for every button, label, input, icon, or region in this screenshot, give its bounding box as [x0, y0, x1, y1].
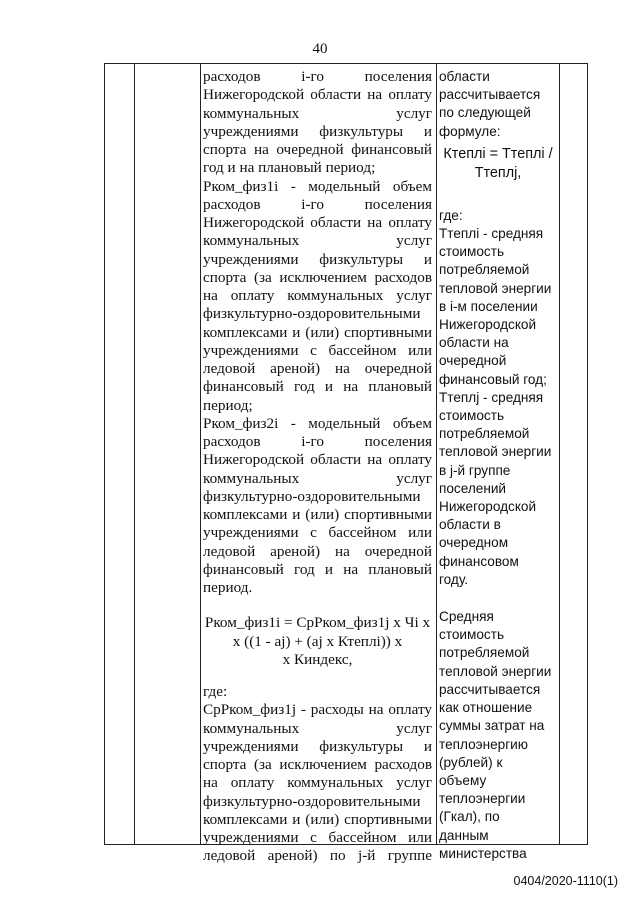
- text-line: коммунальных услуг: [203, 469, 432, 487]
- column-divider: [436, 64, 437, 844]
- text-line: на оплату коммунальных услуг: [203, 774, 432, 792]
- column-divider: [200, 64, 201, 844]
- text-line: потребляемой: [439, 645, 530, 661]
- text-line: ледовой ареной) по j-й группе: [203, 847, 432, 865]
- text-line: области в: [439, 517, 501, 533]
- text-line: стоимость: [439, 244, 505, 260]
- text-line: как отношение: [439, 700, 533, 716]
- text-line: расходов i-го поселения: [203, 68, 432, 85]
- text-line: стоимость: [439, 627, 505, 643]
- text-line: тепловой энергии: [439, 663, 552, 679]
- text-line: теплоэнергии: [439, 791, 526, 807]
- text-line: поселений: [439, 480, 507, 496]
- text-line: комплексами и (или) спортивными: [203, 323, 432, 341]
- text-line: потребляемой: [439, 262, 530, 278]
- text-line: (Гкал), по: [439, 809, 500, 825]
- text-line: финансовый год;: [439, 371, 547, 387]
- text-line: коммунальных услуг: [203, 104, 432, 122]
- text-line: Рком_физ1i = СрРком_физ1j x Чi x: [204, 614, 431, 632]
- document-code: 0404/2020-1110(1): [513, 874, 618, 888]
- text-line: комплексами и (или) спортивными: [203, 810, 432, 828]
- text-line: суммы затрат на: [439, 718, 545, 734]
- table-cell-calculation-notes: [439, 68, 557, 861]
- text-line: Рком_физ2i - модельный объем: [203, 414, 432, 432]
- text-line: области на: [439, 335, 509, 351]
- text-line: учреждениями с бассейном или: [203, 341, 432, 359]
- text-line: x Киндекс,: [282, 650, 353, 668]
- text-line: году.: [439, 571, 469, 587]
- text-line: формуле:: [439, 123, 501, 139]
- text-line: спорта (за исключением расходов: [203, 268, 432, 286]
- column-divider: [134, 64, 135, 844]
- text-line: Нижегородской области на оплату: [203, 214, 432, 231]
- text-line: финансовый год и на плановый: [203, 378, 432, 396]
- text-line: x ((1 - aj) + (aj x Ктеплi)) x: [232, 632, 403, 650]
- text-line: данным: [439, 827, 489, 843]
- text-line: стоимость: [439, 408, 505, 424]
- text-line: финансовом: [439, 553, 519, 569]
- text-line: тепловой энергии: [439, 280, 552, 296]
- text-line: коммунальных услуг: [203, 719, 432, 737]
- text-line: ледовой ареной) на очередной: [203, 542, 432, 560]
- text-line: комплексами и (или) спортивными: [203, 506, 432, 523]
- text-line: финансовый год и на плановый: [203, 560, 432, 578]
- text-line: ледовой ареной) на очередной: [203, 360, 432, 377]
- text-line: теплоэнергию: [439, 736, 528, 752]
- text-line: по следующей: [439, 105, 531, 121]
- text-line: учреждениями физкультуры и: [203, 737, 432, 755]
- text-line: расходов i-го поселения: [203, 195, 432, 213]
- text-line: физкультурно-оздоровительными: [203, 305, 421, 323]
- formula-line: Ктеплi = Ттеплi / Ттеплj,: [443, 145, 553, 181]
- text-line: Нижегородской области на оплату: [203, 86, 432, 104]
- text-line: Рком_физ1i - модельный объем: [203, 177, 432, 195]
- text-line: на оплату коммунальных услуг: [203, 287, 432, 304]
- text-line: Нижегородской: [439, 317, 537, 333]
- text-line: в i-м поселении: [439, 298, 538, 314]
- text-line: учреждениями с бассейном или: [203, 524, 432, 542]
- text-line: период;: [203, 396, 253, 414]
- text-line: спорта (за исключением расходов: [203, 756, 432, 773]
- page-number: 40: [312, 41, 328, 57]
- table-cell-description: [203, 68, 432, 865]
- text-line: объему: [439, 772, 487, 788]
- text-line: спорта на очередной финансовый: [203, 141, 432, 158]
- text-line: период.: [203, 579, 253, 596]
- text-line: Нижегородской области на оплату: [203, 451, 432, 469]
- text-line: физкультурно-оздоровительными: [203, 792, 421, 810]
- text-line: Нижегородской: [439, 499, 537, 515]
- text-line: учреждениями физкультуры и: [203, 250, 432, 268]
- text-line: где:: [203, 683, 228, 700]
- column-divider: [559, 64, 560, 844]
- text-line: где:: [439, 207, 463, 223]
- text-line: год и на плановый период;: [203, 159, 376, 177]
- text-line: потребляемой: [439, 426, 530, 442]
- text-line: Ттеплi - средняя: [439, 226, 544, 242]
- text-line: Средняя: [439, 609, 494, 625]
- text-line: рассчитывается: [439, 87, 541, 103]
- text-line: учреждениями с бассейном или: [203, 829, 432, 846]
- text-line: области: [439, 69, 490, 84]
- text-line: министерства: [439, 845, 527, 861]
- text-line: физкультурно-оздоровительными: [203, 487, 421, 505]
- text-line: в j-й группе: [439, 462, 511, 478]
- text-line: Ттеплj - средняя: [439, 389, 544, 405]
- text-line: учреждениями физкультуры и: [203, 122, 432, 140]
- text-line: (рублей) к: [439, 754, 503, 770]
- text-line: очередном: [439, 535, 509, 551]
- text-line: рассчитывается: [439, 681, 541, 697]
- text-line: СрРком_физ1j - расходы на оплату: [203, 701, 432, 719]
- text-line: расходов i-го поселения: [203, 433, 432, 450]
- text-line: очередной: [439, 353, 507, 369]
- text-line: коммунальных услуг: [203, 232, 432, 250]
- text-line: тепловой энергии: [439, 444, 552, 460]
